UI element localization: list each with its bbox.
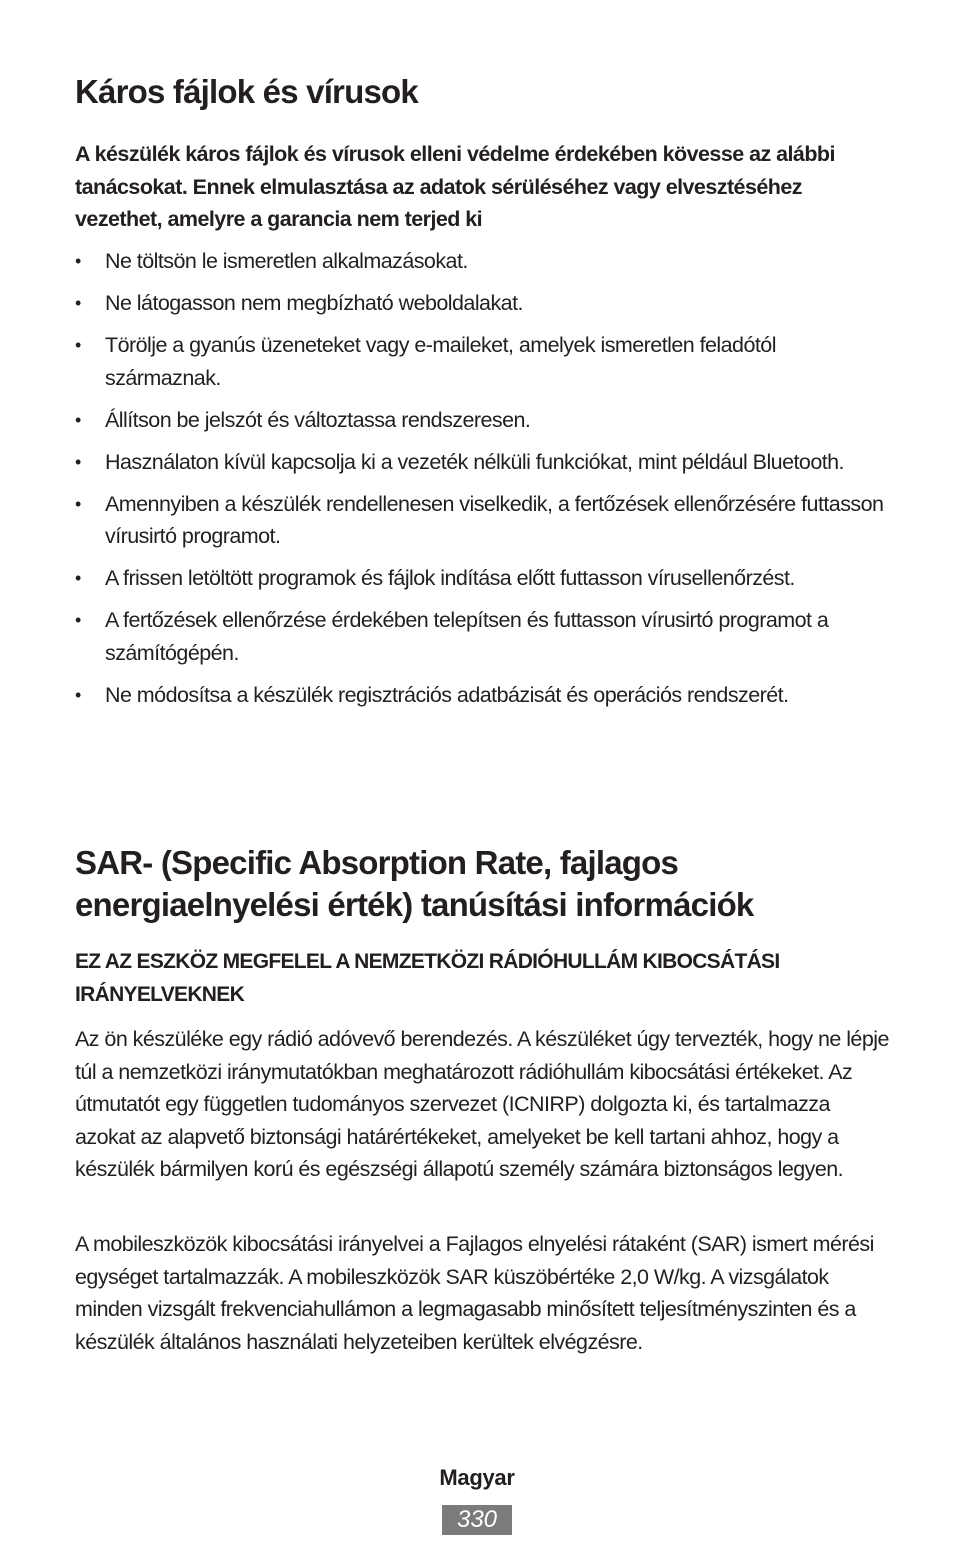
list-item bbox=[75, 488, 890, 553]
list-item bbox=[75, 604, 890, 669]
bullet-icon: • bbox=[75, 568, 81, 588]
list-item bbox=[75, 245, 890, 278]
section-title-sar: SAR- (Specific Absorption Rate, fajlagos energiaelnyelési érték) tanúsítási információk bbox=[75, 844, 754, 923]
list-item-text: Ne töltsön le ismeretlen alkalmazásokat. bbox=[105, 249, 468, 273]
malware-tips-list bbox=[75, 245, 890, 721]
list-item-text: Törölje a gyanús üzeneteket vagy e-maileket, amelyek ismeretlen feladótól származnak. bbox=[105, 333, 776, 390]
list-item-text: Amennyiben a készülék rendellenesen viselkedik, a fertőzések ellenőrzésére futtasson vírusirtó programot. bbox=[105, 491, 884, 548]
list-item-text: Ne módosítsa a készülék regisztrációs adatbázisát és operációs rendszerét. bbox=[105, 682, 789, 707]
bullet-icon: • bbox=[75, 293, 81, 313]
footer-language: Magyar bbox=[439, 1465, 515, 1490]
list-item bbox=[75, 562, 890, 595]
list-item-text: Használaton kívül kapcsolja ki a vezeték nélküli funkciókat, mint például Bluetooth. bbox=[105, 449, 844, 474]
section-title-malware: Káros fájlok és vírusok bbox=[75, 73, 418, 110]
list-item-text: A frissen letöltött programok és fájlok indítása előtt futtasson vírusellenőrzést. bbox=[105, 566, 795, 590]
bullet-icon: • bbox=[75, 684, 81, 705]
bullet-icon: • bbox=[75, 335, 81, 355]
bullet-icon: • bbox=[75, 493, 81, 514]
sar-paragraph-1: Az ön készüléke egy rádió adóvevő berendezés. A készüléket úgy tervezték, hogy ne lépje túl a nemzetközi iránymutatókban meghatározott rádióhullám kibocsátási értékeket. Az útmutatót egy független tudományos szervezet (ICNIRP) dolgozta ki, és tartalmazza azokat az alapvető biztonsági határértékeket, amelyeket be kell tartani ahhoz, hogy a készülék bármilyen korú és egészségi állapotú személy számára biztonságos legyen. bbox=[75, 1027, 889, 1182]
list-item bbox=[75, 404, 890, 437]
sar-paragraph-2: A mobileszközök kibocsátási irányelvei a Fajlagos elnyelési rátaként (SAR) ismert mérési egységet tartalmazzák. A mobileszközök SAR küszöbértéke 2,0 W/kg. A vizsgálatok minden vizsgált frekvenciahullámon a legmagasabb minősített teljesítményszinten és a készülék általános használati helyzeteiben kerültek elvégzésre. bbox=[75, 1232, 874, 1354]
bullet-icon: • bbox=[75, 409, 81, 430]
bullet-icon: • bbox=[75, 610, 81, 630]
list-item-text: Állítson be jelszót és változtassa rendszeresen. bbox=[105, 407, 531, 432]
list-item bbox=[75, 679, 890, 712]
bullet-icon: • bbox=[75, 251, 81, 271]
list-item-text: Ne látogasson nem megbízható weboldalakat. bbox=[105, 291, 523, 315]
list-item bbox=[75, 446, 890, 479]
malware-lead-paragraph: A készülék káros fájlok és vírusok elleni védelme érdekében kövesse az alábbi tanácsokat. Ennek elmulasztása az adatok sérüléséhez vagy elvesztéséhez vezethet, amelyre a garancia nem terjed ki bbox=[75, 142, 835, 231]
list-item bbox=[75, 329, 890, 394]
bullet-icon: • bbox=[75, 451, 81, 472]
list-item bbox=[75, 287, 890, 320]
page-number-badge: 330 bbox=[442, 1505, 512, 1535]
list-item-text: A fertőzések ellenőrzése érdekében telepítsen és futtasson vírusirtó programot a számítógépén. bbox=[105, 608, 829, 665]
sar-subheading: EZ AZ ESZKÖZ MEGFELEL A NEMZETKÖZI RÁDIÓHULLÁM KIBOCSÁTÁSI IRÁNYELVEKNEK bbox=[75, 950, 780, 1006]
